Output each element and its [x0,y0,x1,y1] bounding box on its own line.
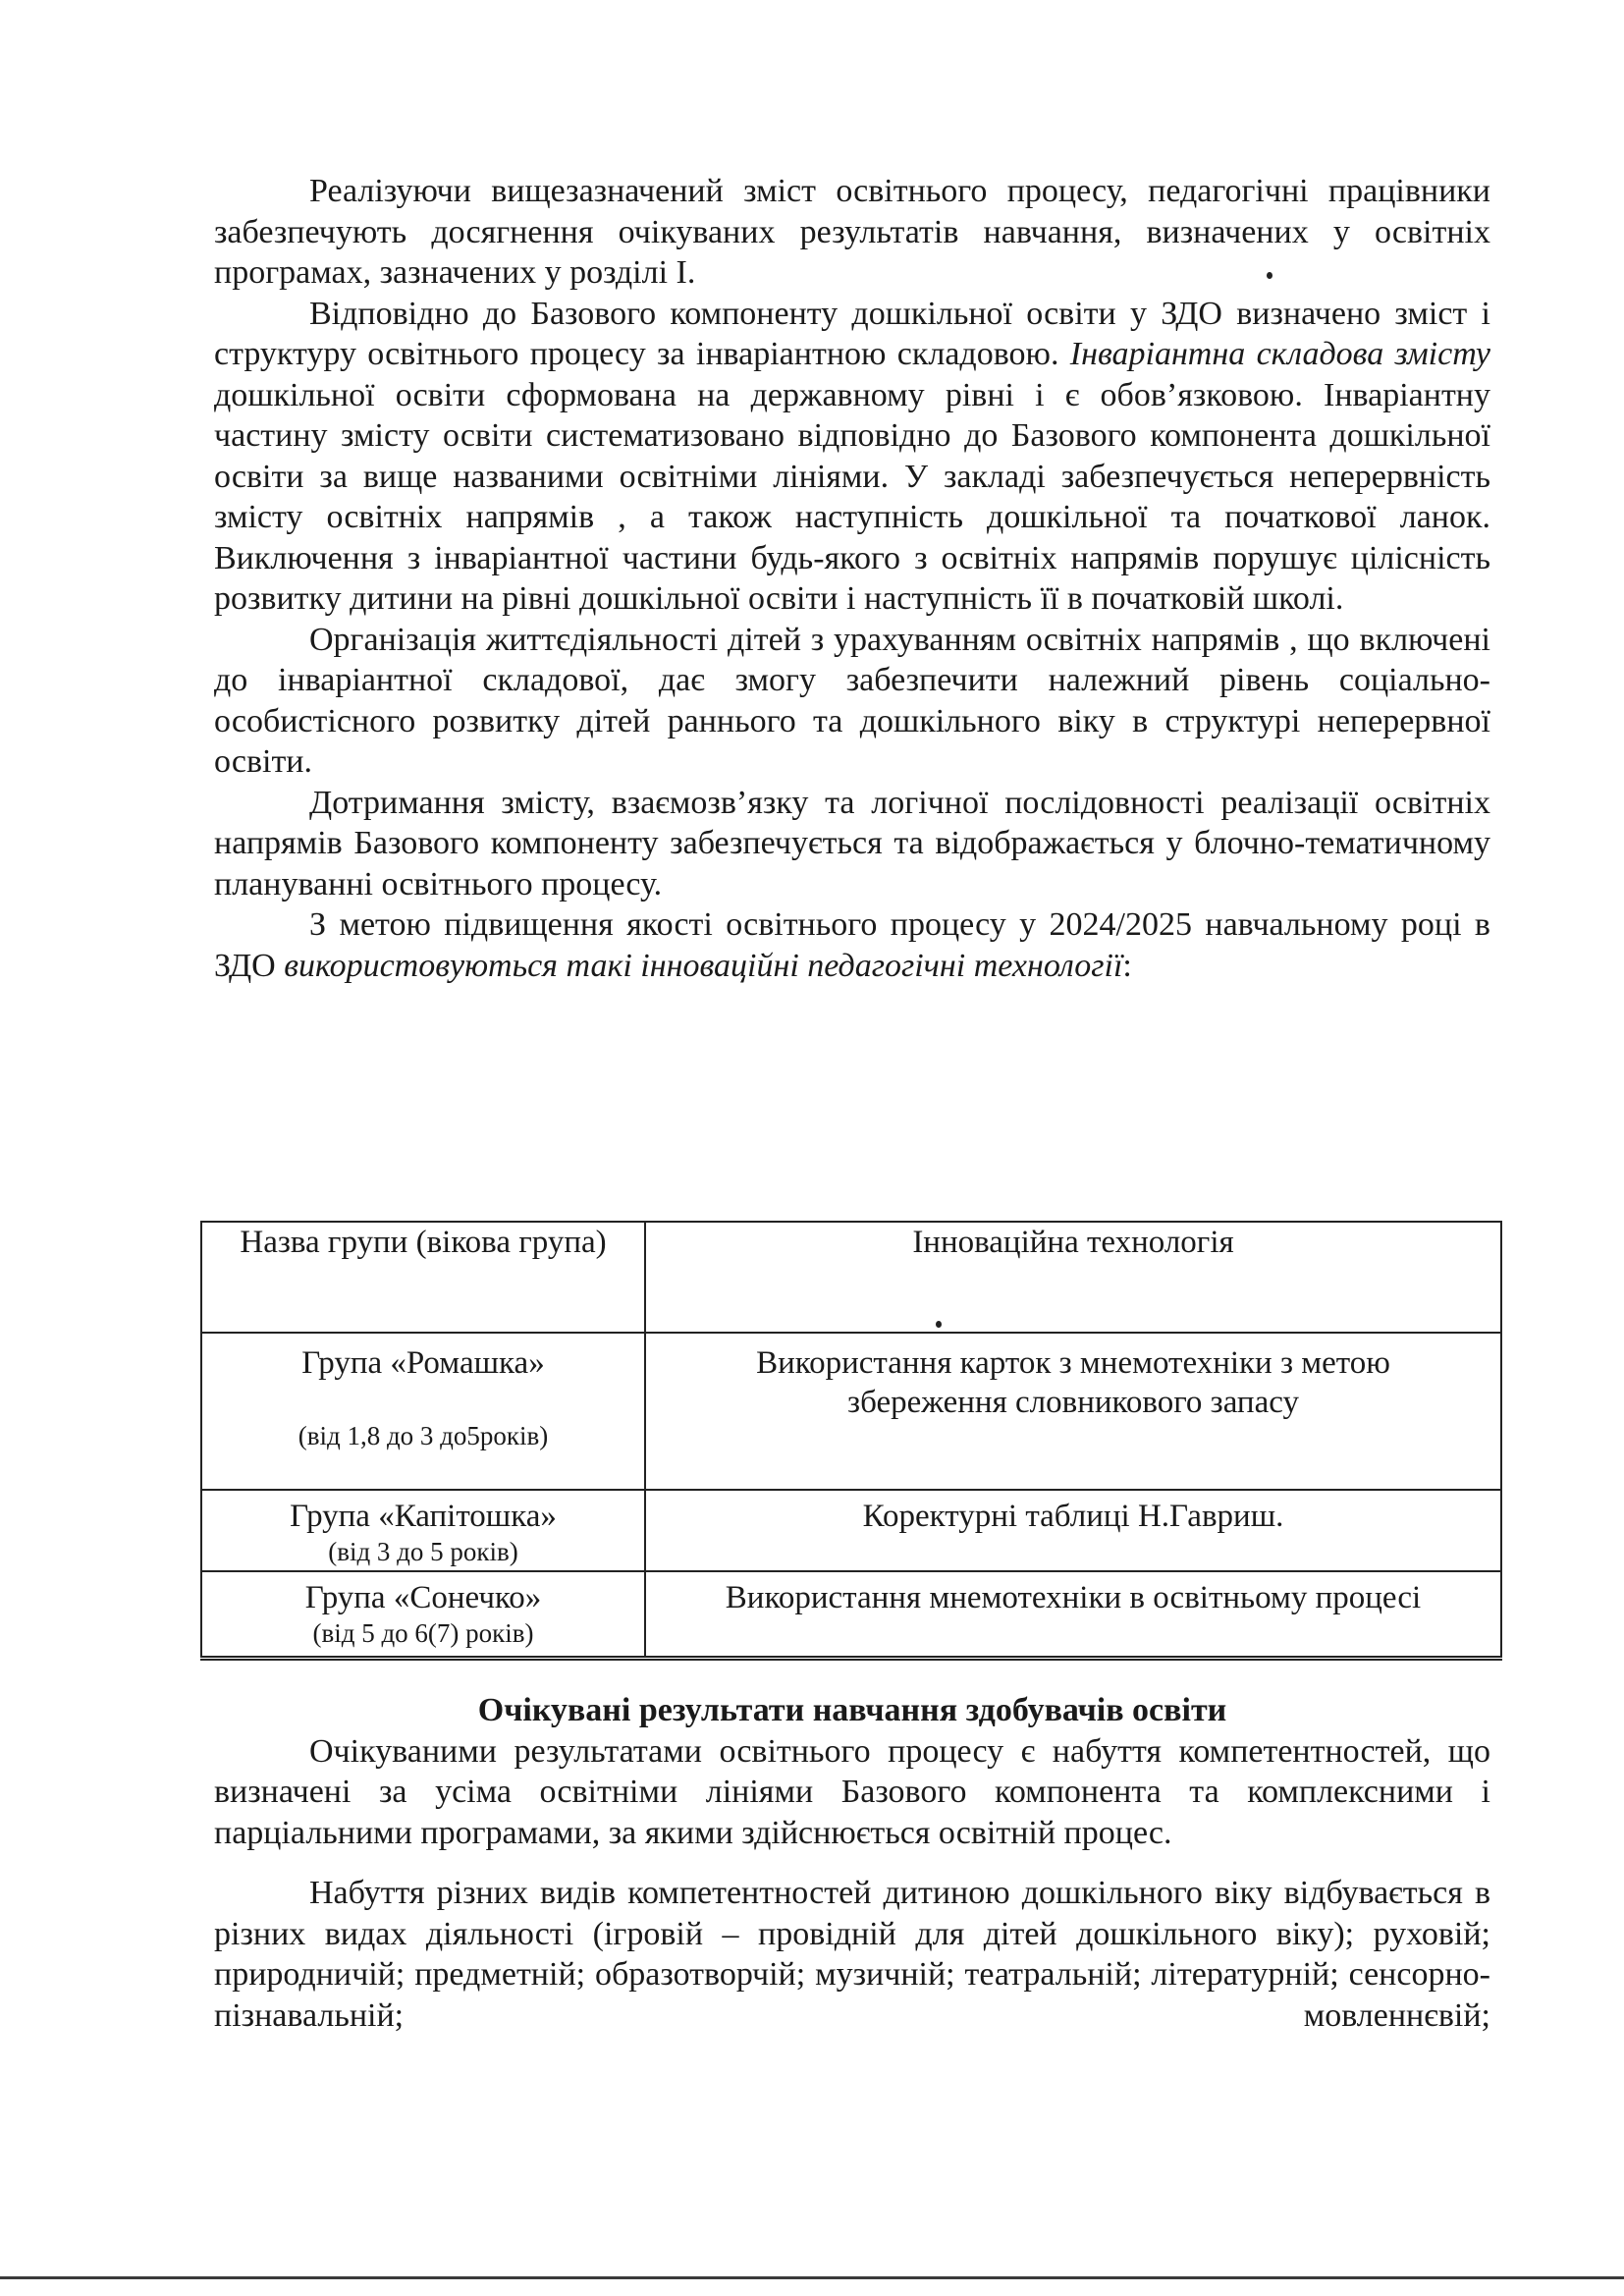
table-header-technology: Інноваційна технологія [645,1222,1501,1333]
section-heading: Очікувані результати навчання здобувачів освіти [477,1692,1227,1728]
group-age: (від 5 до 6(7) років) [312,1618,534,1648]
results-paragraph-1: Очікуваними результатами освітнього процесу є набуття компетентностей, що визначені за усіма освітніми лініями Базового компонента та комплексними і парціальними програмами, за якими здійснюється освітній процес. [214,1732,1490,1851]
paragraph-5-text: З метою підвищення якості освітнього процесу у 2024/2025 навчальному році в ЗДО [214,906,1490,984]
paragraph-2-text-cont: дошкільної освіти сформована на державному рівні і є обов’язковою. Інваріантну частину змісту освіти систематизовано відповідно до Базового компонента дошкільної освіти за вище названими освітніми лініями. У закладі забезпечується неперервність змісту освітніх напрямів , а також наступність дошкільної та початкової ланок. Виключення з інваріантної частини будь-якого з освітніх напрямів порушує цілісність розвитку дитини на рівні дошкільної освіти і наступність її в початковій школі. [214,376,1490,617]
group-name: Група «Сонечко» [304,1580,542,1615]
paragraph-5-colon: : [1122,947,1132,984]
table-cell-group [201,1571,645,1658]
paragraph-4: Дотримання змісту, взаємозв’язку та логічної послідовності реалізації освітніх напрямів Базового компоненту забезпечується та відображається у блочно-тематичному плануванні освітнього процесу. [214,784,1490,902]
group-name: Група «Капітошка» [290,1499,557,1534]
paragraph-2 [214,294,1490,620]
group-name: Група «Ромашка» [301,1345,545,1381]
table-header-row [201,1222,1501,1333]
table-cell-group [201,1490,645,1571]
table-row [201,1333,1501,1490]
table-cell-technology: Коректурні таблиці Н.Гавриш. [645,1490,1501,1571]
scan-bottom-edge [0,2276,1624,2279]
innovations-table [200,1221,1502,1661]
results-section [214,1690,1490,2036]
paragraph-5-italic: використовуються такі інноваційні педагогічні технології [284,947,1123,984]
table-cell-group [201,1333,645,1490]
table-row [201,1571,1501,1658]
spacer [214,1853,1490,1873]
paragraph-3: Організація життєдіяльності дітей з урахуванням освітніх напрямів , що включені до інваріантної складової, дає змогу забезпечити належний рівень соціально-особистісного розвитку дітей раннього та дошкільного віку в структурі неперервної освіти. [214,621,1490,780]
paragraph-1: Реалізуючи вищезазначений зміст освітнього процесу, педагогічні працівники забезпечують досягнення очікуваних результатів навчання, визначених у освітніх програмах, зазначених у розділі І. [214,173,1490,291]
paragraph-5 [214,904,1490,986]
group-age: (від 1,8 до 3 до5років) [298,1421,549,1450]
group-age: (від 3 до 5 років) [328,1537,518,1566]
scan-speck [936,1321,942,1328]
paragraph-2-text: Відповідно до Базового компоненту дошкільної освіти у ЗДО визначено зміст і структуру освітнього процесу за інваріантною складовою. [214,295,1490,372]
results-paragraph-2: Набуття різних видів компетентностей дитиною дошкільного віку відбувається в різних видах діяльності (ігровій – провідній для дітей дошкільного віку); руховій; природничій; предметній; образотворчій; музичній; театральній; літературній; сенсорно-пізнавальній; мовленнєвій; [214,1875,1490,2034]
document-body [214,171,1490,986]
table-row [201,1490,1501,1571]
table-cell-technology: Використання карток з мнемотехніки з метою збереження словникового запасу [645,1333,1501,1490]
table-header-group: Назва групи (вікова група) [201,1222,645,1333]
paragraph-2-italic: Інваріантна складова змісту [1069,336,1490,372]
table-cell-technology: Використання мнемотехніки в освітньому процесі [645,1571,1501,1658]
scan-speck [1267,272,1272,279]
